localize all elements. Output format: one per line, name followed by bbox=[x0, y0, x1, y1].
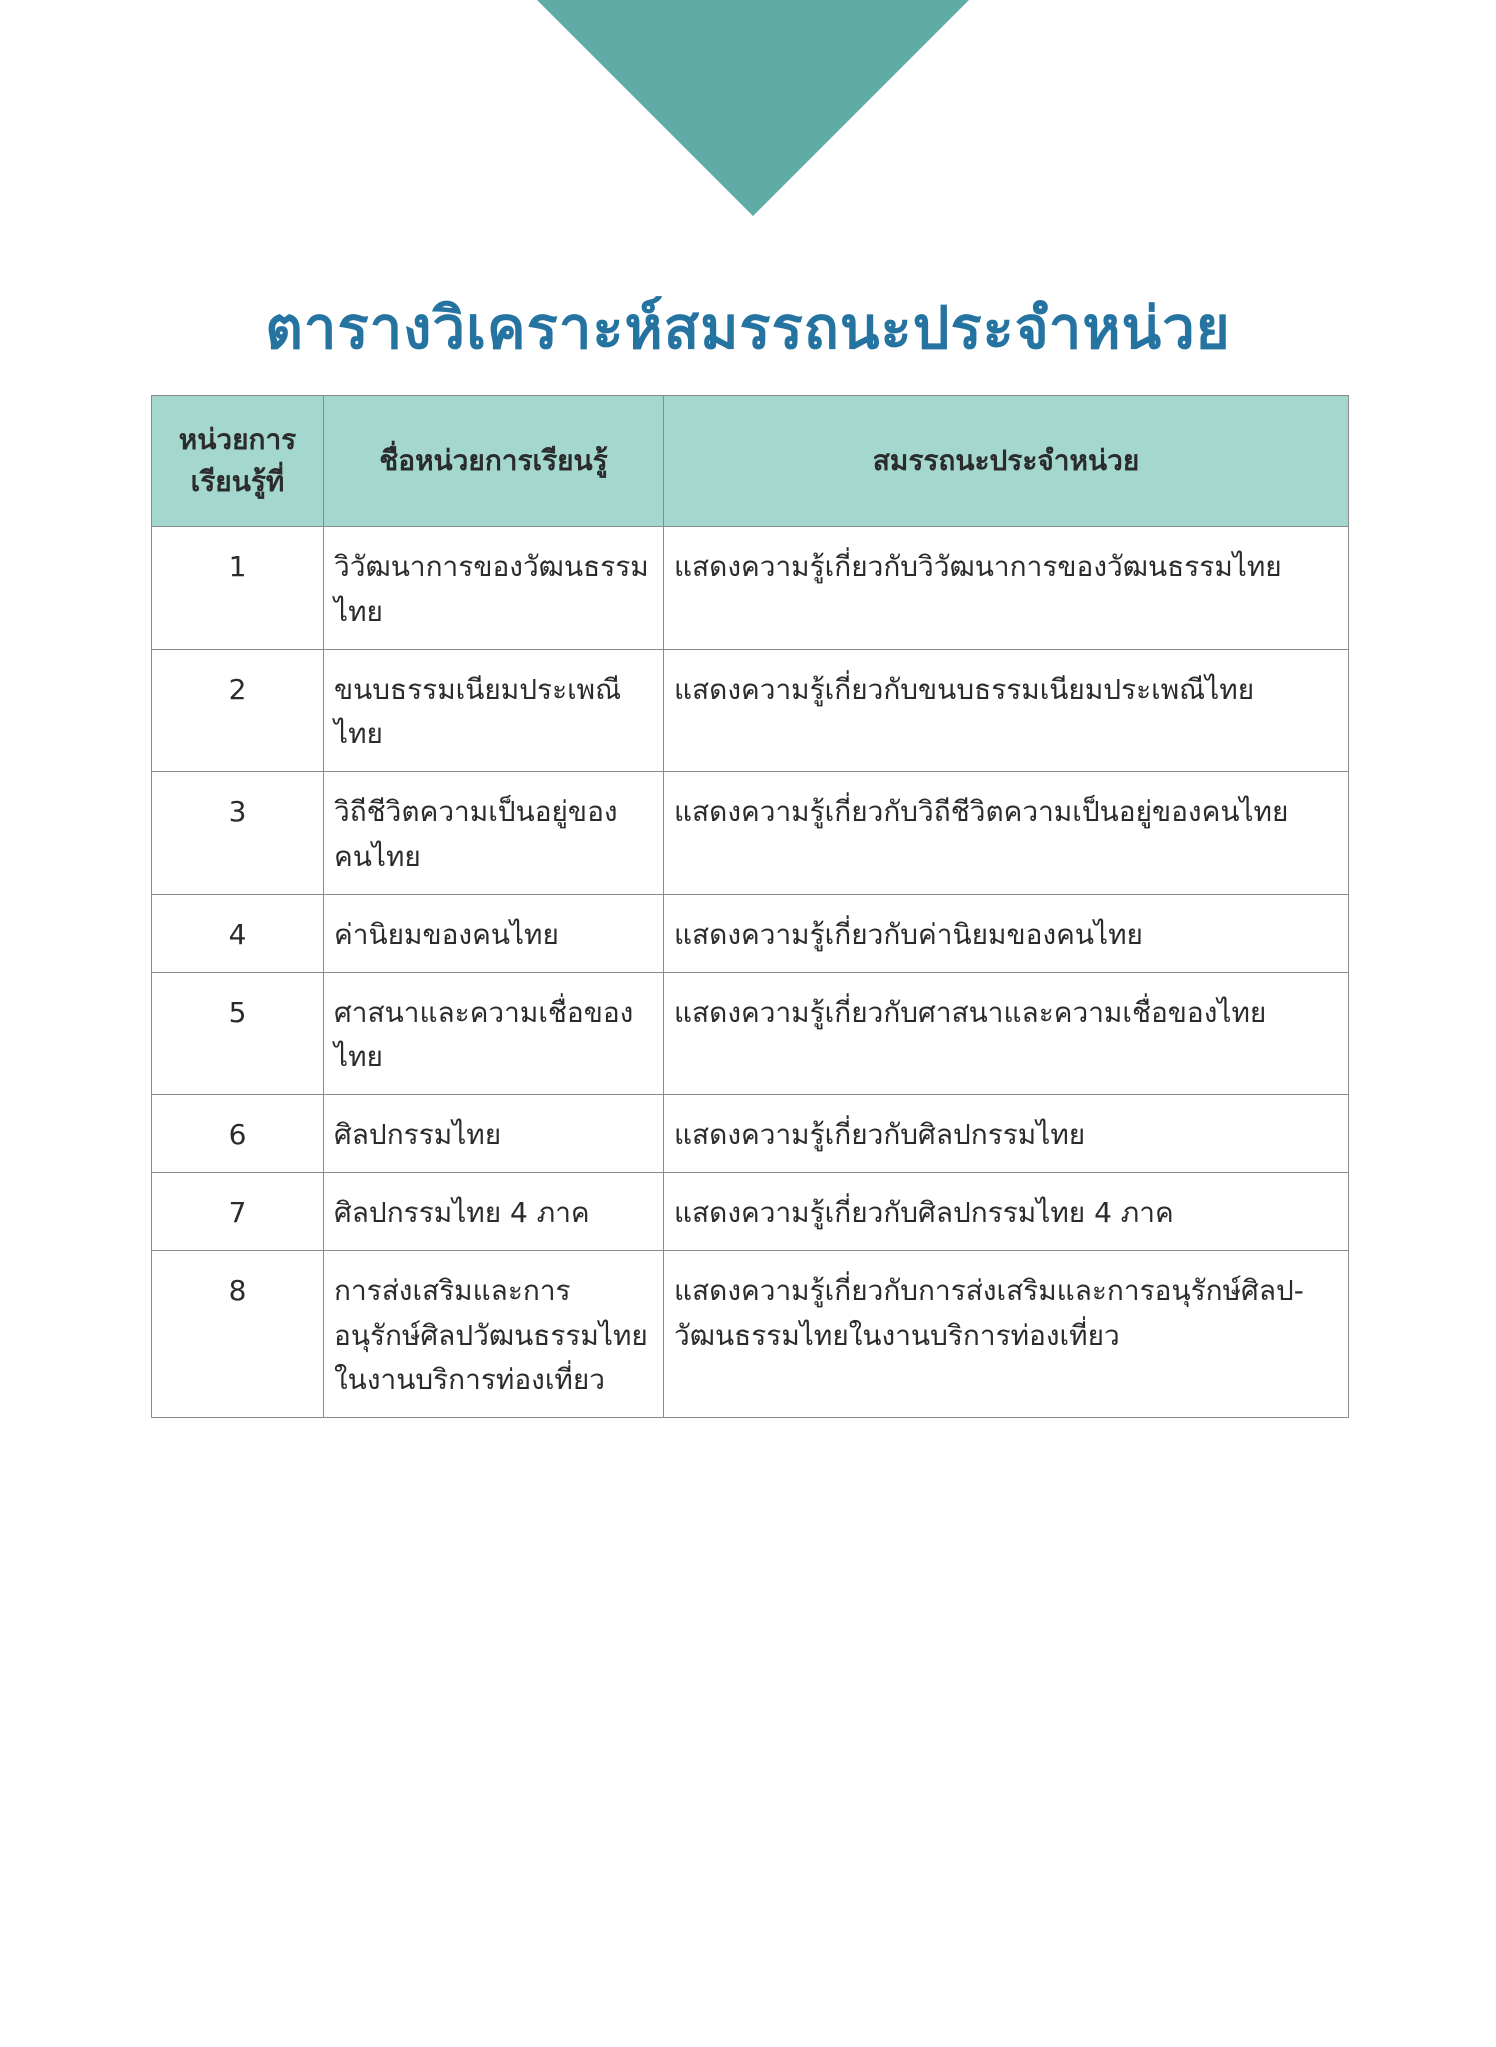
table-header-row bbox=[152, 396, 1349, 527]
unit-name: การส่งเสริมและการอนุรักษ์ศิลปวัฒนธรรมไทยในงานบริการท่องเที่ยว bbox=[324, 1250, 664, 1417]
unit-name: วิวัฒนาการของวัฒนธรรมไทย bbox=[324, 527, 664, 650]
table-row bbox=[152, 894, 1349, 972]
unit-name: วิถีชีวิตความเป็นอยู่ของคนไทย bbox=[324, 772, 664, 895]
unit-number: 3 bbox=[152, 772, 324, 895]
unit-name: ศิลปกรรมไทย 4 ภาค bbox=[324, 1172, 664, 1250]
table-row bbox=[152, 527, 1349, 650]
unit-name: ศิลปกรรมไทย bbox=[324, 1095, 664, 1173]
unit-competency: แสดงความรู้เกี่ยวกับการส่งเสริมและการอนุรักษ์ศิลป-วัฒนธรรมไทยในงานบริการท่องเที่ยว bbox=[664, 1250, 1349, 1417]
unit-competency: แสดงความรู้เกี่ยวกับศาสนาและความเชื่อของไทย bbox=[664, 972, 1349, 1095]
header-competency: สมรรถนะประจำหน่วย bbox=[664, 396, 1349, 527]
unit-number: 7 bbox=[152, 1172, 324, 1250]
unit-name: ศาสนาและความเชื่อของไทย bbox=[324, 972, 664, 1095]
table-row bbox=[152, 649, 1349, 772]
header-unit-name: ชื่อหน่วยการเรียนรู้ bbox=[324, 396, 664, 527]
unit-competency: แสดงความรู้เกี่ยวกับศิลปกรรมไทย 4 ภาค bbox=[664, 1172, 1349, 1250]
table-row bbox=[152, 772, 1349, 895]
unit-number: 6 bbox=[152, 1095, 324, 1173]
unit-number: 8 bbox=[152, 1250, 324, 1417]
unit-name: ขนบธรรมเนียมประเพณีไทย bbox=[324, 649, 664, 772]
table-row bbox=[152, 1095, 1349, 1173]
unit-competency: แสดงความรู้เกี่ยวกับขนบธรรมเนียมประเพณีไทย bbox=[664, 649, 1349, 772]
unit-number: 2 bbox=[152, 649, 324, 772]
table-row bbox=[152, 972, 1349, 1095]
unit-number: 4 bbox=[152, 894, 324, 972]
unit-competency: แสดงความรู้เกี่ยวกับศิลปกรรมไทย bbox=[664, 1095, 1349, 1173]
unit-number: 5 bbox=[152, 972, 324, 1095]
header-unit-number: หน่วยการเรียนรู้ที่ bbox=[152, 396, 324, 527]
unit-name: ค่านิยมของคนไทย bbox=[324, 894, 664, 972]
unit-competency: แสดงความรู้เกี่ยวกับวิวัฒนาการของวัฒนธรรมไทย bbox=[664, 527, 1349, 650]
competency-table bbox=[151, 395, 1349, 1418]
page-title: ตารางวิเคราะห์สมรรถนะประจำหน่วย bbox=[265, 293, 1231, 362]
table-row bbox=[152, 1172, 1349, 1250]
decorative-triangle bbox=[537, 0, 969, 216]
unit-competency: แสดงความรู้เกี่ยวกับค่านิยมของคนไทย bbox=[664, 894, 1349, 972]
table-row bbox=[152, 1250, 1349, 1417]
unit-number: 1 bbox=[152, 527, 324, 650]
unit-competency: แสดงความรู้เกี่ยวกับวิถีชีวิตความเป็นอยู่ของคนไทย bbox=[664, 772, 1349, 895]
